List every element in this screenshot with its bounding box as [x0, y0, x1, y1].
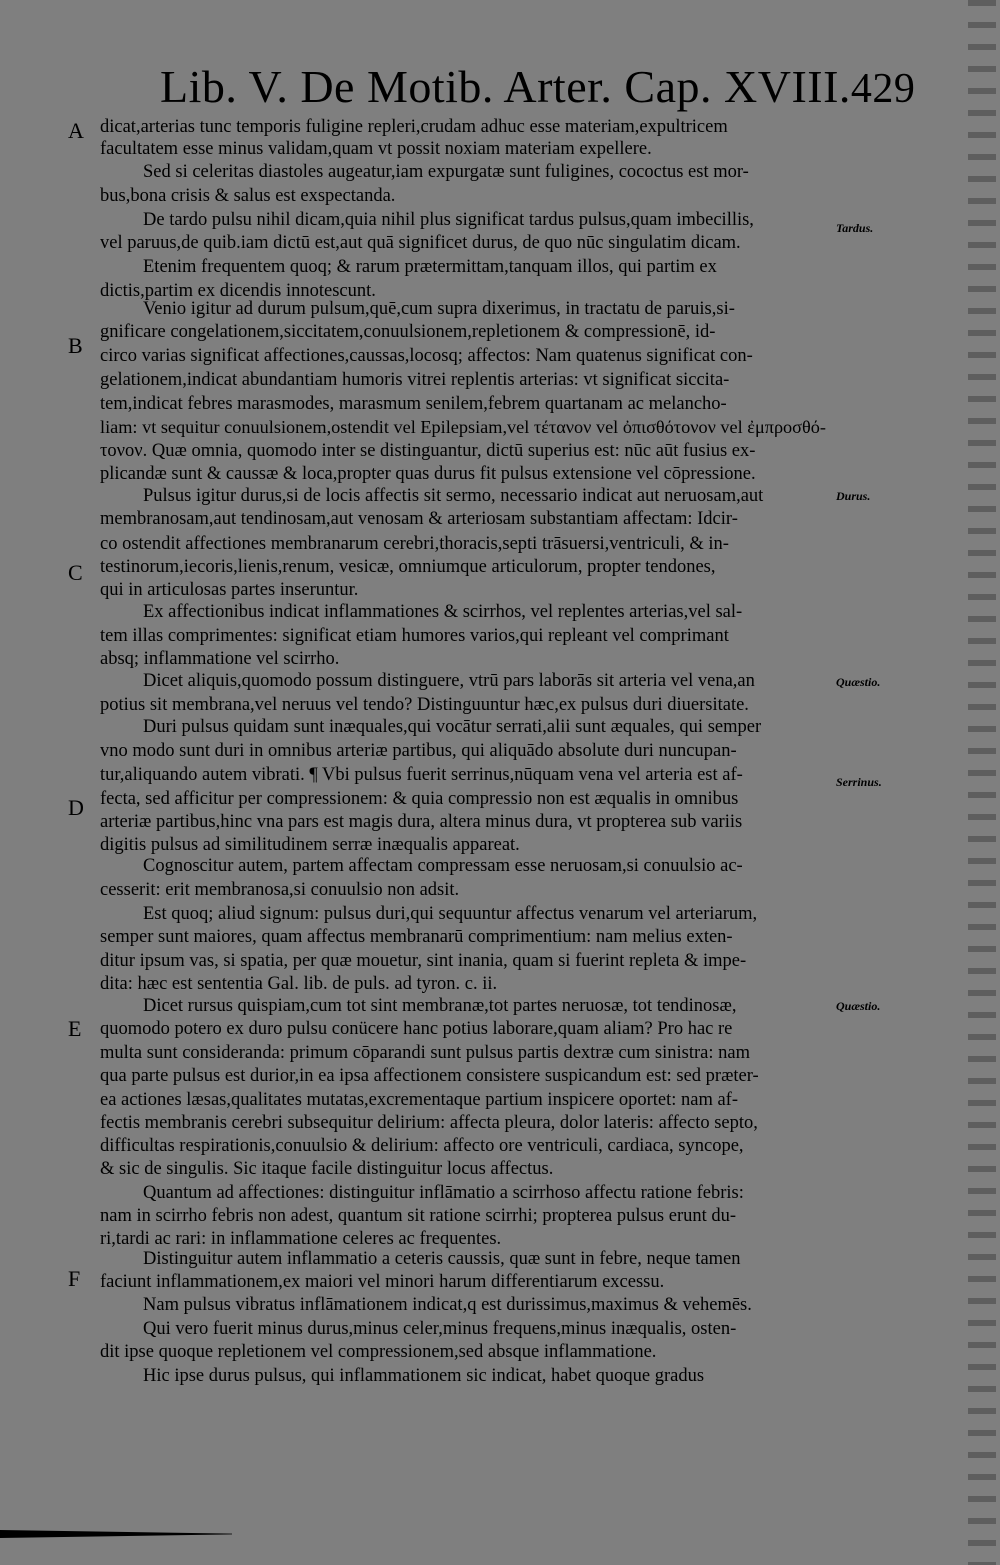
text-line: difficultas respirationis,conuulsio & delirium: affecto ore ventriculi, cardiaca, syncope, [100, 1136, 744, 1156]
text-line: nam in scirrho febris non adest, quantum sit ratione scirrhi; propterea pulsus erunt du- [100, 1206, 737, 1226]
section-letter-d: D [68, 795, 84, 820]
text-line: gnificare congelationem,siccitatem,conuulsionem,repletionem & compressionē, id- [100, 322, 716, 342]
text-line: Sed si celeritas diastoles augeatur,iam expurgatæ sunt fuligines, cococtus est mor- [143, 162, 749, 182]
text-line: dita: hæc est sententia Gal. lib. de puls. ad tyron. c. ii. [100, 974, 498, 994]
text-line: Ex affectionibus indicat inflammationes & scirrhos, vel replentes arterias,vel sal- [143, 602, 743, 622]
page-edge-shadow [968, 0, 996, 1565]
text-line: cesserit: erit membranosa,si conuulsio non adsit. [100, 880, 460, 900]
text-line: bus,bona crisis & salus est exspectanda. [100, 186, 396, 206]
text-line: Est quoq; aliud signum: pulsus duri,qui sequuntur affectus venarum vel arteriarum, [143, 904, 758, 924]
text-line: vno modo sunt duri in omnibus arteriæ partibus, qui aliquādo absolute duri nuncupan- [100, 741, 737, 761]
margin-note-durus: Durus. [836, 489, 871, 503]
text-line: semper sunt maiores, quam affectus membranarū comprimentium: nam melius exten- [100, 927, 733, 947]
text-line: Qui vero fuerit minus durus,minus celer,minus frequens,minus inæqualis, osten- [143, 1319, 737, 1339]
text-line: Pulsus igitur durus,si de locis affectis sit sermo, necessario indicat aut neruosam,aut [143, 486, 764, 506]
page-number: 429 [850, 66, 916, 112]
text-line: dicat,arterias tunc temporis fuligine repleri,crudam adhuc esse materiam,expultricem [100, 117, 728, 137]
section-letter-a: A [68, 118, 84, 143]
text-line: quomodo potero ex duro pulsu conücere hanc potius laborare,quam aliam? Pro hac re [100, 1019, 733, 1039]
text-line: dit ipse quoque repletionem vel compressionem,sed absque inflammatione. [100, 1342, 657, 1362]
text-line: Dicet aliquis,quomodo possum distinguere, vtrū pars laborās sit arteria vel vena,an [143, 671, 755, 691]
text-line: digitis pulsus ad similitudinem serræ inæqualis appareat. [100, 835, 520, 855]
text-line: & sic de singulis. Sic itaque facile distinguitur locus affectus. [100, 1159, 554, 1179]
running-header [160, 60, 916, 113]
text-line: gelationem,indicat abundantiam humoris vitrei replentis arterias: vt significat siccita- [100, 370, 730, 390]
text-line: fectis membranis cerebri subsequitur delirium: affecta pleura, dolor lateris: affecto septo, [100, 1113, 758, 1133]
margin-note-tardus: Tardus. [836, 221, 874, 235]
text-line: ri,tardi ac rari: in inflammatione celeres ac frequentes. [100, 1229, 502, 1249]
text-line: Distinguitur autem inflammatio a ceteris caussis, quæ sunt in febre, neque tamen [143, 1249, 741, 1269]
text-line: arteriæ partibus,hinc vna pars est magis dura, altera minus dura, vt propterea sub variis [100, 812, 743, 832]
text-line: Nam pulsus vibratus inflāmationem indicat,q est durissimus,maximus & vehemēs. [143, 1295, 752, 1315]
text-line: tem,indicat febres marasmodes, marasmum senilem,febrem quartanam ac melancho- [100, 394, 727, 414]
text-line: τονον. Quæ omnia, quomodo inter se distinguantur, dictū superius est: nūc aūt fusius ex- [100, 441, 756, 461]
text-line: membranosam,aut tendinosam,aut venosam & arteriosam substantiam affectam: Idcir- [100, 509, 738, 529]
text-line: faciunt inflammationem,ex maiori vel minori harum differentiarum excessu. [100, 1272, 665, 1292]
text-line: De tardo pulsu nihil dicam,quia nihil plus significat tardus pulsus,quam imbecillis, [143, 210, 754, 230]
margin-note-quaestio: Quæstio. [836, 675, 881, 689]
text-line: potius sit membrana,vel neruus vel tendo? Distinguuntur hæc,ex pulsus duri diuersitate. [100, 695, 749, 715]
text-line: tur,aliquando autem vibrati. ¶ Vbi pulsus fuerit serrinus,nūquam vena vel arteria est af- [100, 765, 743, 785]
text-line: Etenim frequentem quoq; & rarum prætermittam,tanquam illos, qui partim ex [143, 257, 717, 277]
text-line: qua parte pulsus est durior,in ea ipsa affectionem consistere suspicandum est: sed præter- [100, 1066, 759, 1086]
text-line: liam: vt sequitur conuulsionem,ostendit vel Epilepsiam,vel τέτανον vel ὀπισθότονον vel ἐμπροσθό- [100, 417, 826, 437]
text-line: ditur ipsum vas, si spatia, per quæ mouetur, sint inania, quam si fuerint repleta & impe- [100, 951, 747, 971]
text-line: co ostendit affectiones membranarum cerebri,thoracis,septi trāsuersi,ventriculi, & in- [100, 534, 729, 554]
text-line: Quantum ad affectiones: distinguitur inflāmatio a scirrhoso affectu ratione febris: [143, 1183, 744, 1203]
text-line: tem illas comprimentes: significat etiam humores varios,qui repleant vel comprimant [100, 626, 729, 646]
text-line: vel paruus,de quib.iam dictū est,aut quā significet durus, de quo nūc singulatim dicam. [100, 233, 741, 253]
section-letter-c: C [68, 560, 83, 585]
text-line: Dicet rursus quispiam,cum tot sint membranæ,tot partes neruosæ, tot tendinosæ, [143, 996, 737, 1016]
bottom-ink-stroke [0, 1530, 232, 1538]
section-letter-f: F [68, 1266, 81, 1291]
header-title: Lib. V. De Motib. Arter. Cap. XVIII. [160, 61, 851, 112]
text-line: circo varias significat affectiones,caussas,locosq; affectos: Nam quatenus significat con- [100, 346, 753, 366]
text-line: absq; inflammatione vel scirrho. [100, 649, 340, 669]
margin-note-serrinus: Serrinus. [836, 775, 882, 789]
text-line: facultatem esse minus validam,quam vt possit noxiam materiam expellere. [100, 139, 652, 159]
text-line: qui in articulosas partes inseruntur. [100, 580, 359, 600]
text-line: testinorum,iecoris,lienis,renum, vesicæ, omniumque articulorum, propter tendones, [100, 557, 716, 577]
text-line: ea actiones læsas,qualitates mutatas,excrementaque partium inspicere oportet: nam af- [100, 1090, 739, 1110]
text-line: Cognoscitur autem, partem affectam compressam esse neruosam,si conuulsio ac- [143, 856, 743, 876]
margin-note-quaestio-2: Quæstio. [836, 999, 881, 1013]
text-line: multa sunt consideranda: primum cōparandi sunt pulsus partis dextræ cum sinistra: nam [100, 1043, 750, 1063]
text-line: Hic ipse durus pulsus, qui inflammationem sic indicat, habet quoque gradus [143, 1366, 705, 1386]
text-line: Duri pulsus quidam sunt inæquales,qui vocātur serrati,alii sunt æquales, qui semper [143, 717, 762, 737]
text-line: Venio igitur ad durum pulsum,quē,cum supra dixerimus, in tractatu de paruis,si- [143, 299, 735, 319]
text-line: plicandæ sunt & caussæ & loca,propter quas durus fit pulsus extensione vel cōpressione. [100, 464, 756, 484]
text-line: dictis,partim ex dicendis innotescunt. [100, 281, 376, 301]
section-letter-e: E [68, 1016, 82, 1041]
text-line: fecta, sed afficitur per compressionem: & quia compressio non est æqualis in omnibus [100, 789, 739, 809]
section-letter-b: B [68, 333, 83, 358]
